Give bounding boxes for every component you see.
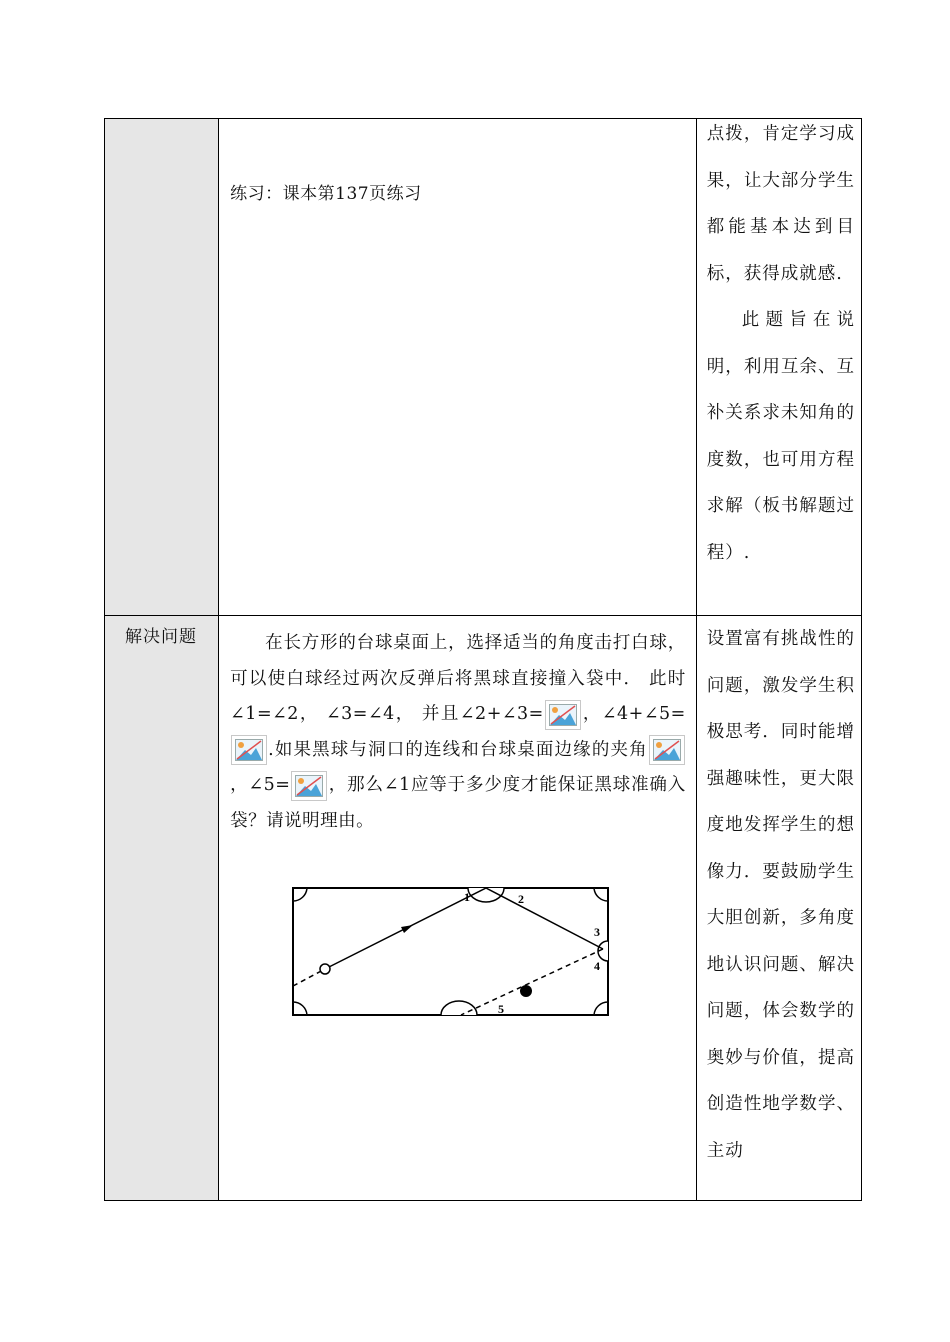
broken-image-icon bbox=[231, 735, 267, 765]
billiard-diagram bbox=[283, 883, 613, 1023]
billiard-table-figure bbox=[283, 883, 696, 1027]
angle-label: 3 bbox=[594, 925, 601, 939]
notes-cell bbox=[696, 616, 861, 1201]
angle-label: 2 bbox=[518, 892, 525, 906]
notes-paragraph: 点拨，肯定学习成果，让大部分学生都能基本达到目标，获得成就感. bbox=[706, 124, 855, 284]
notes-paragraph: 设置富有挑战性的问题，激发学生积极思考．同时能增强趣味性，更大限度地发挥学生的想像力．要鼓励学生大胆创新，多角度地认识问题、解决问题，体会数学的奥妙与价值，提高创造性地学数学、主动 bbox=[706, 629, 855, 1161]
content-cell bbox=[219, 119, 697, 616]
notes-paragraph: 此题旨在说明，利用互余、互补关系求未知角的度数，也可用方程求解（板书解题过程）. bbox=[706, 310, 855, 563]
stage-label-cell bbox=[105, 119, 219, 616]
content-cell bbox=[219, 616, 697, 1201]
stage-label-cell bbox=[105, 616, 219, 1201]
notes-cell bbox=[696, 119, 861, 616]
angle-label: 4 bbox=[594, 959, 601, 973]
broken-image-icon bbox=[545, 700, 581, 730]
design-notes bbox=[697, 616, 861, 1174]
angle-label: 1 bbox=[464, 890, 471, 904]
angle-label: 5 bbox=[498, 1002, 505, 1016]
problem-text: 在长方形的台球桌面上，选择适当的角度击打白球，可以使白球经过两次反弹后将黑球直接撞入袋中． 此时∠1=∠2， ∠3=∠4， 并且∠2+∠3= ，∠4+∠5= .如果黑球与洞口的连线和台球桌面边缘的夹角 ，∠5= ，那么∠1应等于多少度才能保证黑球准确入袋？请说明理由。 bbox=[230, 633, 686, 831]
design-notes bbox=[697, 111, 861, 576]
stage-label: 解决问题 bbox=[125, 627, 197, 647]
table-row bbox=[105, 616, 862, 1201]
practice-text: 练习：课本第137页练习 bbox=[230, 184, 422, 204]
lesson-plan-table bbox=[104, 118, 862, 1201]
broken-image-icon bbox=[291, 771, 327, 801]
broken-image-icon bbox=[649, 735, 685, 765]
stage-label bbox=[105, 119, 218, 125]
table-row bbox=[105, 119, 862, 616]
